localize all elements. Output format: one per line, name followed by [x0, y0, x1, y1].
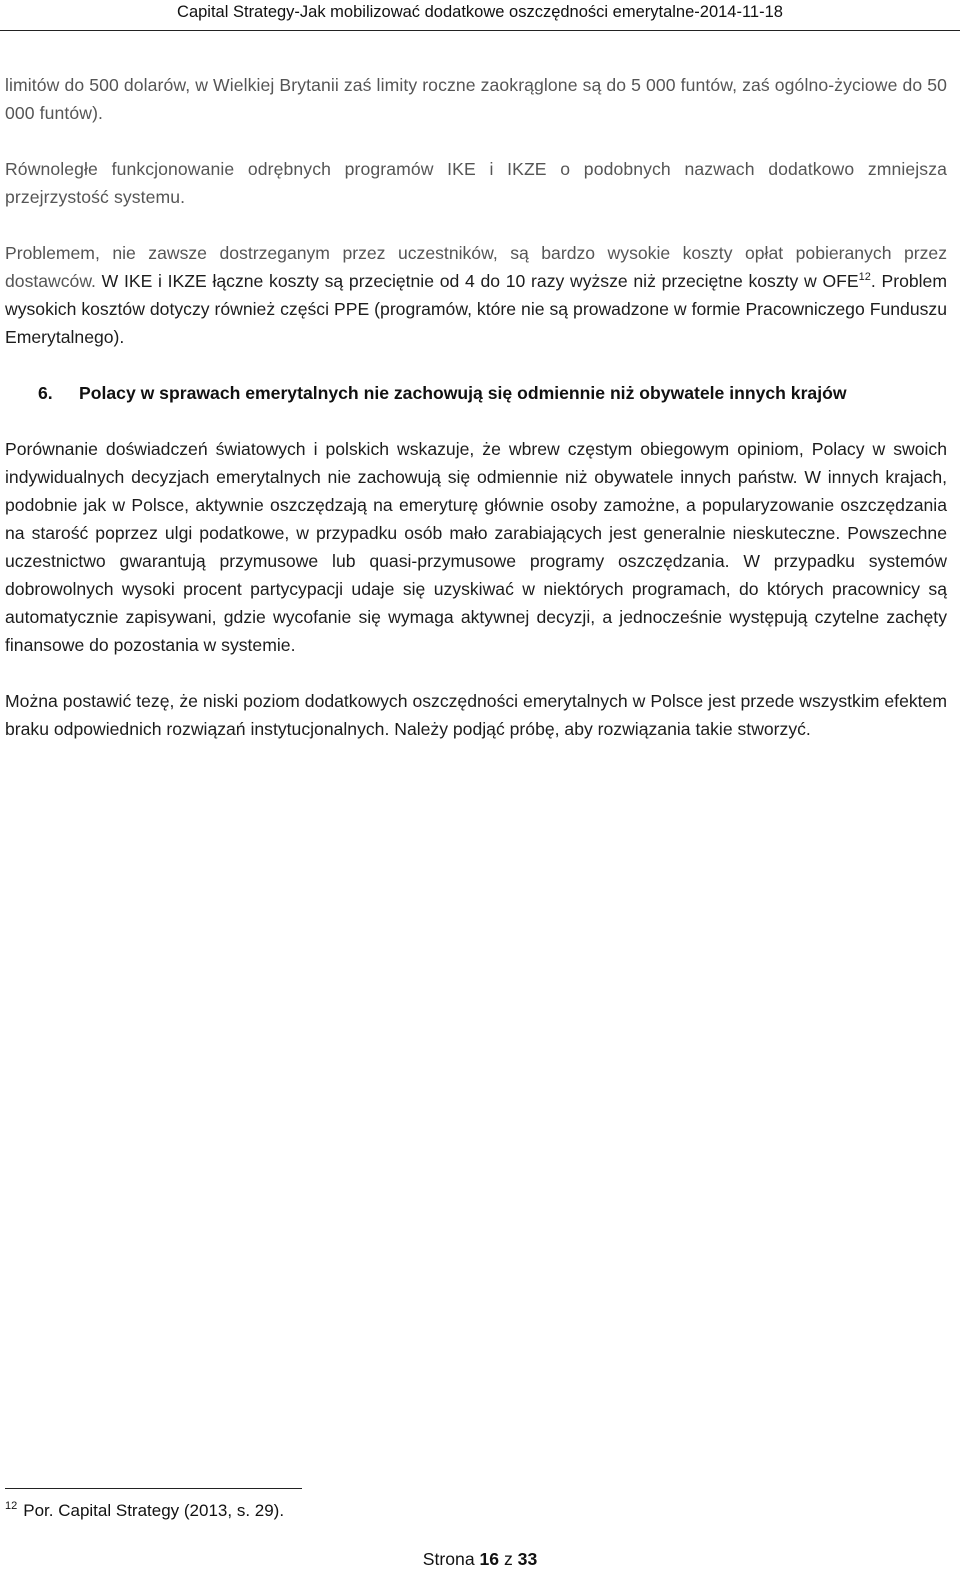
paragraph-costs-part1: Problemem, nie zawsze dostrzeganym przez uczestników, są bardzo wysokie koszty opłat pobieranych przez dostawców.	[5, 243, 947, 291]
page-number-current: 16	[479, 1549, 500, 1569]
paragraph-conclusion: Można postawić tezę, że niski poziom dodatkowych oszczędności emerytalnych w Polsce jest przede wszystkim efektem braku odpowiednich rozwiązań instytucjonalnych. Należy podjąć próbę, aby rozwiązania takie stworzyć.	[5, 691, 947, 739]
page-number-separator: z	[499, 1549, 518, 1569]
paragraph-costs-part2: W IKE i IKZE łączne koszty są przeciętnie od 4 do 10 razy wyższe niż przeciętne koszty w OFE	[95, 271, 859, 291]
running-header-title: Capital Strategy-Jak mobilizować dodatkowe oszczędności emerytalne-2014-11-18	[177, 3, 783, 21]
paragraph-ike-ikze-transparency: Równoległe funkcjonowanie odrębnych programów IKE i IKZE o podobnych nazwach dodatkowo zmniejsza przejrzystość systemu.	[5, 159, 947, 207]
footnote-number: 12	[5, 1500, 18, 1513]
footnote-divider	[5, 1488, 302, 1489]
running-header	[0, 0, 960, 33]
paragraph-costs	[5, 239, 947, 351]
page-number-prefix: Strona	[422, 1549, 480, 1569]
paragraph-limits: limitów do 500 dolarów, w Wielkiej Brytanii zaś limity roczne zaokrąglone są do 5 000 funtów, zaś ogólno-życiowe do 50 000 funtów).	[5, 75, 947, 123]
page-body	[5, 71, 947, 743]
footnote	[5, 1496, 284, 1526]
section-heading	[5, 379, 947, 407]
paragraph-costs-part3: . Problem wysokich kosztów dotyczy również części PPE (programów, które nie są prowadzone w formie Pracowniczego Funduszu Emerytalnego).	[5, 271, 947, 347]
header-divider	[0, 30, 960, 31]
footnote-reference[interactable]: 12	[858, 271, 871, 284]
paragraph-comparison: Porównanie doświadczeń światowych i polskich wskazuje, że wbrew częstym obiegowym opiniom, Polacy w swoich indywidualnych decyzjach emerytalnych nie zachowują się odmiennie niż obywatele innych państw. W innych krajach, podobnie jak w Polsce, aktywnie oszczędzają na emeryturę głównie osoby zamożne, a popularyzowanie oszczędzania na starość poprzez ulgi podatkowe, w przypadku osób mało zarabiających jest generalnie nieskuteczne. Powszechne uczestnictwo gwarantują przymusowe lub quasi-przymusowe programy oszczędzania. W przypadku systemów dobrowolnych wysoki procent partycypacji udaje się uzyskiwać w niektórych programach, do których pracownicy są automatycznie zapisywani, gdzie wycofanie się wymaga aktywnej decyzji, a jednocześnie występują czytelne zachęty finansowe do pozostania w systemie.	[5, 439, 947, 655]
page-number-total: 33	[517, 1549, 538, 1569]
section-title: Polacy w sprawach emerytalnych nie zachowują się odmiennie niż obywatele innych krajów	[79, 383, 847, 403]
footnote-text: Por. Capital Strategy (2013, s. 29).	[23, 1501, 285, 1520]
page-number	[0, 1546, 960, 1572]
section-number: 6.	[38, 383, 53, 403]
